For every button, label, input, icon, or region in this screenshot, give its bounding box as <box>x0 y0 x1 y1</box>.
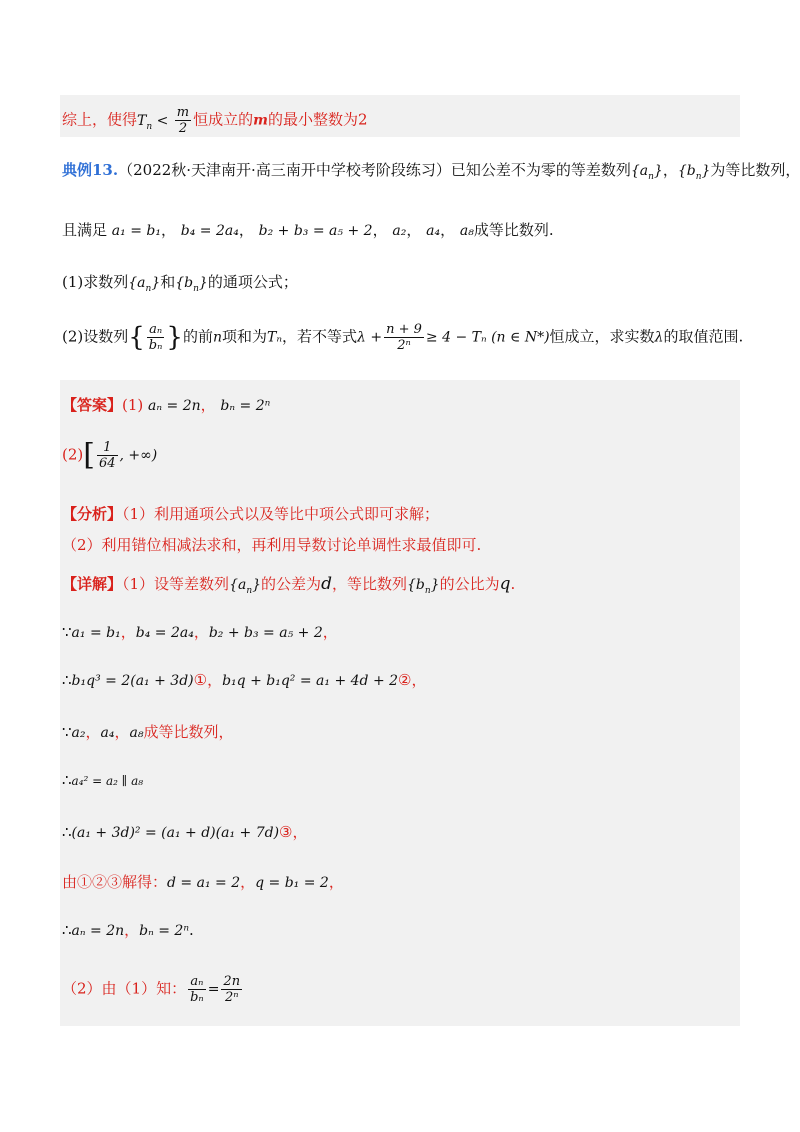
detail-l3-eq2: b₁q + b₁q² = a₁ + 4d + 2 <box>222 673 399 689</box>
example-tail: 为等比数列， <box>710 161 800 179</box>
detail-l1-mid2: ，等比数列 <box>331 575 407 593</box>
detail-l3-eq1: b₁q³ = 2(a₁ + 3d) <box>71 673 194 689</box>
detail-l2-c2: b₄ = 2a₄ <box>135 625 194 641</box>
cond-5: a₄ <box>426 223 441 239</box>
answer-label: 【答案】 <box>62 396 123 414</box>
interval-tail: , +∞) <box>119 447 158 464</box>
summary-suffix2: 的最小整数为2 <box>267 110 368 129</box>
q2-prefix: (2)设数列 <box>62 327 129 346</box>
detail-l8-a: aₙ = 2n <box>71 923 125 939</box>
q2-ineq: ≥ 4 − Tₙ (n ∈ N*) <box>425 329 550 346</box>
detail-l5-eq: a₄² = a₂ ∥ a₈ <box>71 774 144 788</box>
cond-4: a₂ <box>392 223 407 239</box>
analysis-label: 【分析】 <box>62 505 123 523</box>
detail-line-4: ∵a₂，a₄，a₈成等比数列， <box>62 723 234 741</box>
detail-line-1 <box>62 574 515 601</box>
detail-l1-prefix: （1）设等差数列 <box>122 575 230 593</box>
circle-2: ② <box>398 671 412 689</box>
q1-prefix: (1)求数列 <box>62 273 129 291</box>
cond-6: a₈ <box>459 223 474 239</box>
q2-mid2: 项和为 <box>221 327 267 346</box>
example-conditions <box>62 220 554 241</box>
detail-l9-prefix: （2）由（1）知： <box>62 979 187 998</box>
detail-l4-tail: 成等比数列， <box>143 723 234 741</box>
example-label: 典例13. <box>62 161 119 179</box>
answer-line-1: 【答案】(1) aₙ = 2n， bₙ = 2ⁿ <box>62 396 271 414</box>
summary-line <box>62 105 368 136</box>
l9-num-l: aₙ <box>188 974 206 990</box>
analysis-line-2 <box>62 535 481 555</box>
q2-frac2-den: 2ⁿ <box>397 338 411 353</box>
detail-l1-end: . <box>510 575 516 593</box>
detail-line-6: ∴(a₁ + 3d)² = (a₁ + d)(a₁ + 7d)③， <box>62 823 308 841</box>
because-symbol: ∵ <box>62 723 72 741</box>
sep: ， <box>160 221 176 239</box>
q2-frac-den: bₙ <box>148 338 163 353</box>
sep: ， <box>238 221 254 239</box>
cond-1: a₁ = b₁ <box>111 223 161 239</box>
detail-l1-mid: 的公差为 <box>261 575 322 593</box>
detail-l7-q: q = b₁ = 2 <box>255 875 329 891</box>
summary-T: T <box>137 112 147 129</box>
q1-seq-a: $\{a_n\}$ <box>128 275 161 294</box>
q2-frac2-num: n + 9 <box>386 322 422 337</box>
analysis-l1: （1）利用通项公式以及等比中项公式即可求解； <box>122 505 440 523</box>
detail-line-7: 由①②③解得：d = a₁ = 2，q = b₁ = 2， <box>62 873 344 891</box>
sep: ， <box>372 221 388 239</box>
q2-lambda: λ + <box>357 329 383 346</box>
q1-seq-b: $\{b_n\}$ <box>175 275 208 294</box>
cond-prefix: 且满足 <box>62 221 108 239</box>
q2-T: Tₙ <box>267 329 283 346</box>
q2-n: n <box>212 329 222 346</box>
answer-line-2: (2)[ $\frac{1}{64}$ , +∞) <box>62 437 158 473</box>
q2-mid3: ，若不等式 <box>282 327 358 346</box>
detail-seq-b: $\{b_n\}$ <box>406 577 440 596</box>
cond-3: b₂ + b₃ = a₅ + 2 <box>258 223 373 239</box>
q1-and: 和 <box>160 273 176 291</box>
circle-3: ③ <box>279 823 293 841</box>
detail-l4-a2: a₂ <box>71 725 86 741</box>
example-comma: ， <box>662 161 678 179</box>
answer-a: aₙ = 2n <box>148 398 201 414</box>
detail-line-9: （2）由（1）知： $\frac{\text{aₙ}}{\text{bₙ}}$ = $\frac{2n}{\text{2ⁿ}}$ <box>62 974 241 1005</box>
summary-T-sub: n <box>146 121 153 132</box>
therefore-symbol: ∴ <box>62 823 72 841</box>
answer-part1: (1) <box>122 396 144 414</box>
seq-a: $\{a_n\}$ <box>630 163 663 182</box>
detail-l7-prefix: 由①②③解得： <box>62 873 168 891</box>
detail-label: 【详解】 <box>62 575 123 593</box>
q2-frac-num: aₙ <box>147 322 165 338</box>
therefore-symbol: ∴ <box>62 671 72 689</box>
summary-rel: < <box>152 112 173 129</box>
circle-1: ① <box>193 671 208 689</box>
example-title <box>62 160 800 187</box>
sep: ， <box>440 221 456 239</box>
answer-part2: (2) <box>62 445 84 464</box>
sep: ， <box>406 221 422 239</box>
cond-tail: 成等比数列. <box>473 221 554 239</box>
detail-l1-mid3: 的公比为 <box>439 575 500 593</box>
detail-l2-c1: a₁ = b₁ <box>71 625 121 641</box>
detail-seq-a: $\{a_n\}$ <box>229 577 262 596</box>
l9-den-l: bₙ <box>190 990 204 1005</box>
seq-b: $\{b_n\}$ <box>677 163 711 182</box>
q2-lambda2: λ <box>654 329 664 346</box>
question-1 <box>62 272 298 299</box>
answer-b: bₙ = 2ⁿ <box>220 398 271 414</box>
analysis-l2: （2）利用错位相减法求和，再利用导数讨论单调性求最值即可. <box>62 536 482 554</box>
because-symbol: ∵ <box>62 623 72 641</box>
detail-l6-eq: (a₁ + 3d)² = (a₁ + d)(a₁ + 7d) <box>71 825 280 841</box>
detail-l4-a8: a₈ <box>129 725 144 741</box>
summary-m: m <box>253 112 268 129</box>
q2-tail2: 的取值范围. <box>663 327 744 346</box>
interval-den: 64 <box>98 456 116 471</box>
summary-prefix: 综上，使得 <box>62 110 138 129</box>
detail-q: q <box>499 574 511 594</box>
question-2: (2)设数列{ $\frac{\text{aₙ}}{\text{bₙ}}$ }的前n项和为Tₙ，若不等式λ + $\frac{n + 9}{\text{2ⁿ}}$ ≥ 4 − Tₙ (n ∈ N*)恒成立，求实数λ的取值范围. <box>62 322 744 353</box>
l9-den-r: 2ⁿ <box>224 990 239 1005</box>
detail-l8-b: bₙ = 2ⁿ <box>139 923 189 939</box>
example-source: （2022秋·天津南开·高三南开中学校考阶段练习）已知公差不为零的等差数列 <box>118 161 631 179</box>
q2-tail: 恒成立，求实数 <box>549 327 655 346</box>
detail-l4-a4: a₄ <box>100 725 115 741</box>
detail-l2-c3: b₂ + b₃ = a₅ + 2 <box>208 625 323 641</box>
q2-mid: 的前 <box>182 327 213 346</box>
detail-line-5 <box>62 770 143 791</box>
l9-num-r: 2n <box>223 974 241 989</box>
q1-tail: 的通项公式； <box>207 273 298 291</box>
summary-suffix: 恒成立的 <box>193 110 254 129</box>
detail-line-2: ∵a₁ = b₁，b₄ = 2a₄，b₂ + b₃ = a₅ + 2， <box>62 623 338 641</box>
detail-d: d <box>321 574 332 594</box>
analysis-line-1 <box>62 504 439 524</box>
detail-l7-d: d = a₁ = 2 <box>167 875 241 891</box>
detail-line-8: ∴aₙ = 2n，bₙ = 2ⁿ. <box>62 921 194 939</box>
cond-2: b₄ = 2a₄ <box>180 223 239 239</box>
detail-line-3: ∴b₁q³ = 2(a₁ + 3d)①，b₁q + b₁q² = a₁ + 4d + 2②， <box>62 671 427 689</box>
therefore-symbol: ∴ <box>62 921 72 939</box>
summary-frac-den: 2 <box>178 121 188 136</box>
interval-num: 1 <box>97 440 118 456</box>
summary-frac-num: m <box>176 105 190 120</box>
therefore-symbol: ∴ <box>62 771 72 789</box>
